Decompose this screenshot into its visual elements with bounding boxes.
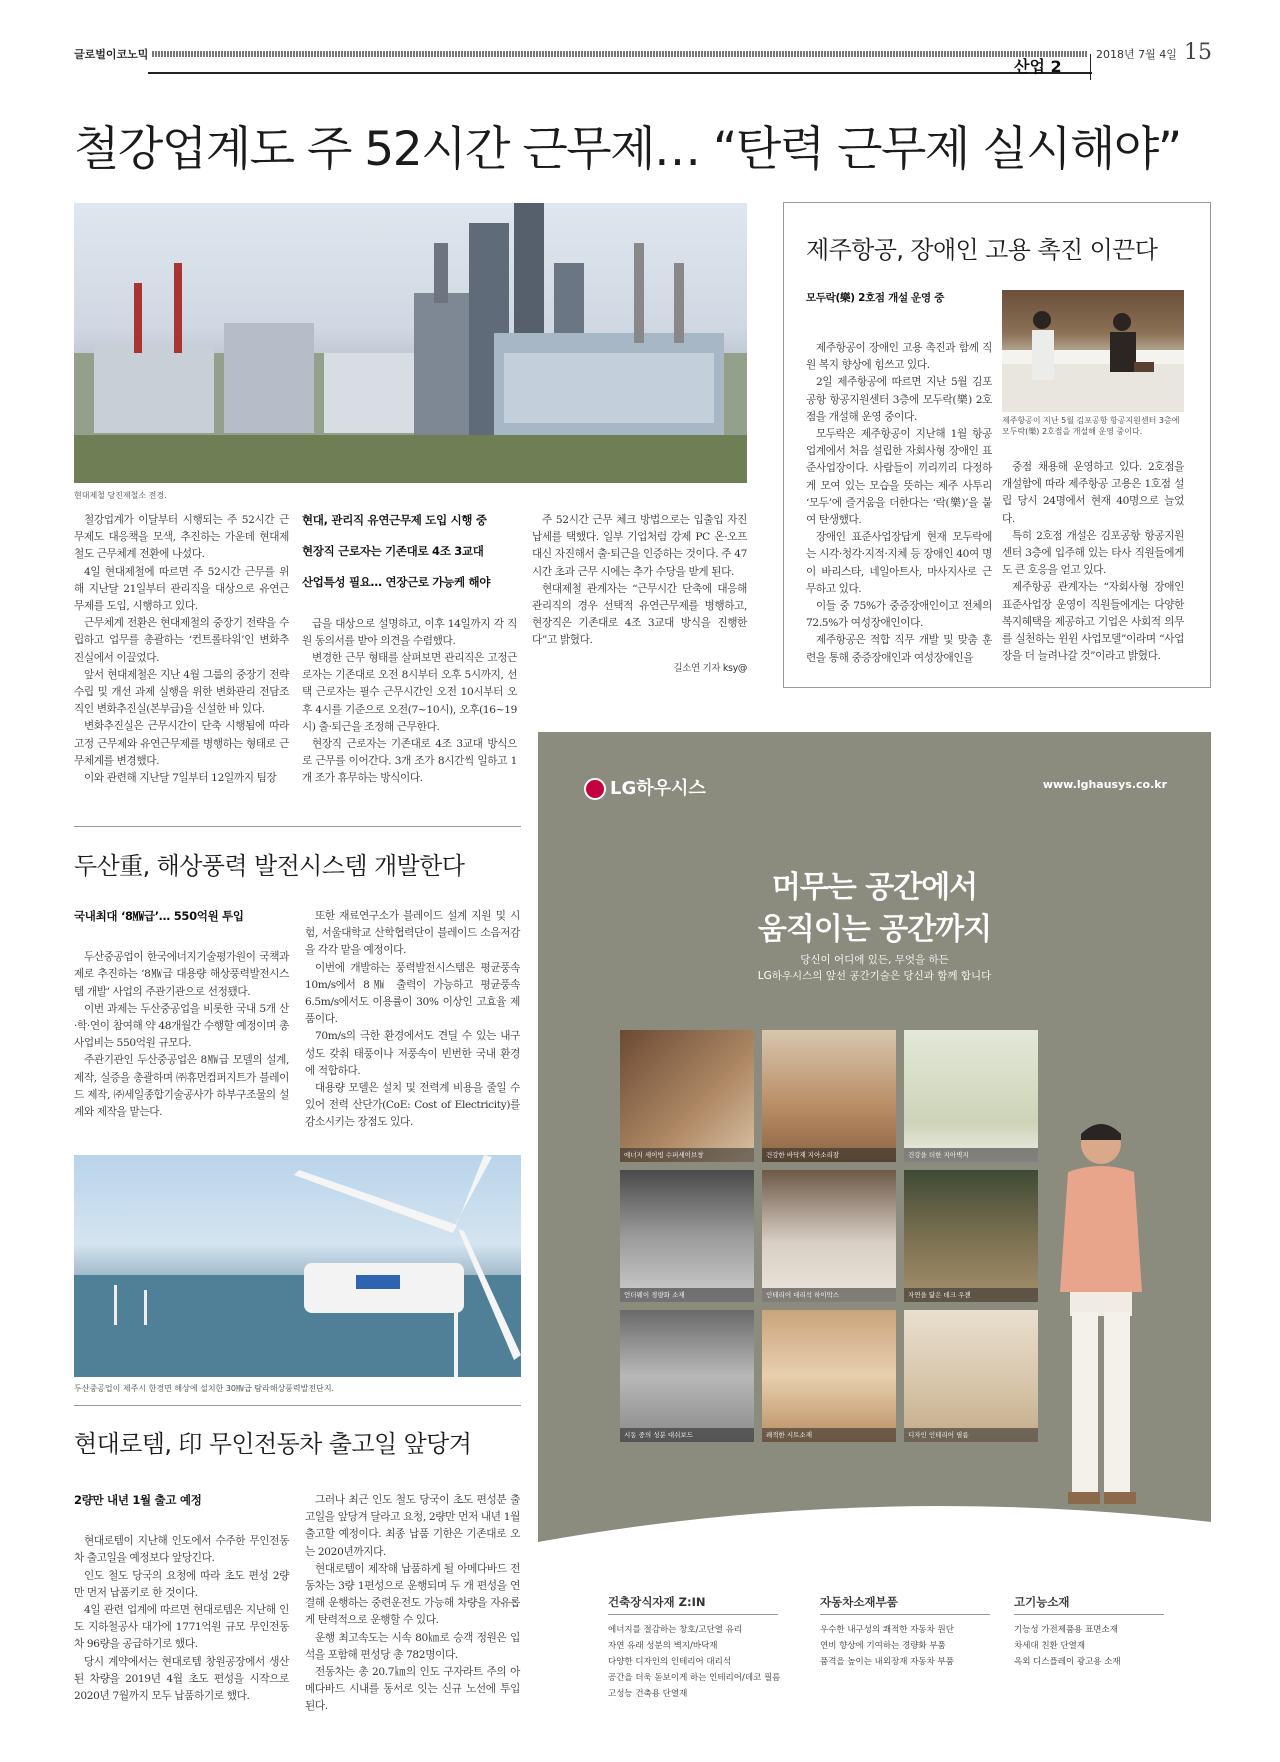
ad-logo-text: LG하우시스	[610, 778, 706, 799]
wind-turbine-photo	[74, 1155, 521, 1377]
jeju-photo-caption: 제주항공이 지난 5월 김포공항 항공지원센터 3층에 모두락(樂) 2호점을 개설해 운영 중이다.	[1002, 416, 1180, 436]
ad-tile	[620, 1170, 754, 1302]
steel-plant-illustration	[74, 203, 747, 483]
ad-wave-divider	[538, 1502, 1211, 1542]
section-rule	[148, 72, 1092, 74]
steel-article-col1	[74, 512, 289, 787]
paragraph: 모두락은 제주항공이 지난해 1월 항공업계에서 처음 설립한 자회사형 장애인 표준사업장이다. 사람들이 끼리끼리 다정하게 모여 있는 모습을 뜻하는 제주 사투리 ‘모두’에 즐거움을 더한다는 ‘락(樂)’을 붙여 탄생했다.	[806, 428, 992, 527]
newspaper-brand: 글로벌이코노믹	[74, 48, 149, 61]
ad-category-title: 고기능소재	[1014, 1595, 1070, 1609]
ad-tile	[762, 1030, 896, 1162]
paragraph: 이와 관련해 지난달 7일부터 12일까지 팀장	[84, 772, 277, 785]
ad-tile	[904, 1170, 1038, 1302]
ad-tile	[904, 1310, 1038, 1442]
ad-tile-label: 인테리어 대리석 하이막스	[762, 1288, 896, 1302]
main-headline: 철강업계도 주 52시간 근무제… “탄력 근무제 실시해야”	[74, 122, 1181, 177]
paragraph: 주관기관인 두산중공업은 8㎿급 모델의 설계, 제작, 실증을 총괄하며 ㈜휴먼컴퍼지트가 블레이드 제작, ㈜세일종합기술공사가 하부구조물의 설계와 제작을 맡는다.	[74, 1054, 289, 1119]
ad-sub-1: 당신이 어디에 있든, 무엇을 하든	[800, 954, 949, 966]
ad-category-item: 우수한 내구성의 쾌적한 자동차 원단	[820, 1625, 954, 1635]
doosan-title: 두산重, 해상풍력 발전시스템 개발한다	[74, 852, 465, 880]
ad-tile-label: 에너지 세이빙 수퍼세이브창	[620, 1148, 754, 1162]
section-divider	[74, 1405, 521, 1406]
ad-tile-label: 디자인 인테리어 필름	[904, 1428, 1038, 1442]
ad-category-item: 공간을 더욱 돋보이게 하는 인테리어/데코 필름	[608, 1673, 781, 1683]
ad-category-item: 품격을 높이는 내외장재 자동차 부품	[820, 1657, 954, 1667]
paragraph: 그러나 최근 인도 철도 당국이 초도 편성분 출고일을 앞당겨 달라고 요청, 2량만 먼저 내년 1월 출고할 예정이다. 최종 납품 기한은 기존대로 오는 2020년까지다.	[305, 1494, 520, 1558]
ad-tile-label: 시동 중의 성분 대쉬보드	[620, 1428, 754, 1442]
ad-category-rule	[1014, 1614, 1164, 1615]
ad-tile	[762, 1170, 896, 1302]
paragraph: 앞서 현대제철은 지난 4월 그룹의 중장기 전략 수립 및 개선 과제 실행을 위한 변화관리 전담조직인 변화추진실(본부급)을 신설한 바 있다.	[74, 668, 289, 716]
ad-category-list	[608, 1622, 788, 1702]
paragraph: 4일 관련 업계에 따르면 현대로템은 지난해 인도 지하철공사 대가에 1771억원 규모 무인전동차 96량을 공급하기로 했다.	[74, 1604, 289, 1651]
doosan-subhead: 국내최대 ‘8㎿급’… 550억원 투입	[74, 909, 244, 923]
masthead-rule	[152, 51, 1087, 57]
ad-category-item: 기능성 가전제품용 표면소재	[1014, 1625, 1118, 1635]
page-number: 15	[1184, 40, 1212, 65]
ad-headline-2: 움직이는 공간까지	[757, 912, 992, 947]
jeju-subhead: 모두락(樂) 2호점 개설 운영 중	[806, 292, 945, 304]
paragraph: 변화추진실은 근무시간이 단축 시행됨에 따라 고정 근무제와 유연근무제를 병행하는 형태로 근무체계를 변경했다.	[74, 720, 289, 767]
steel-plant-photo	[74, 203, 747, 483]
wind-turbine-illustration	[74, 1155, 521, 1377]
lg-hausys-ad	[538, 732, 1211, 1726]
ad-tile	[620, 1310, 754, 1442]
steel-article-col2	[302, 512, 517, 788]
ad-category-list	[1014, 1622, 1194, 1670]
paragraph: 변경한 근무 형태를 살펴보면 관리직은 고정근로자는 기존대로 오전 8시부터 오후 5시까지, 선택 근로자는 필수 근무시간인 오전 10시부터 오후 4시를 기준으로 오전(7~10시), 오후(16~19시) 출·퇴근을 조정해 근무한다.	[302, 652, 517, 733]
doosan-article-col1	[74, 908, 289, 1121]
paragraph: 이번 과제는 두산중공업을 비롯한 국내 5개 산·학·연이 참여해 약 48개월간 수행할 예정이며 총 사업비는 550억원 규모다.	[74, 1002, 289, 1050]
paragraph: 철강업계가 이달부터 시행되는 주 52시간 근무제도 대응책을 모색, 추진하는 가운데 현대제철도 근무체계 전환에 나섰다.	[74, 514, 289, 561]
ad-tile	[762, 1310, 896, 1442]
paragraph: 현대로템이 제작해 납품하게 될 아메다바드 전동차는 3량 1편성으로 운행되며 두 개 편성을 연결해 운행하는 중련운전도 가능해 차량을 자유롭게 탄력적으로 운행할 수 있다.	[305, 1562, 520, 1627]
paragraph: 제주항공은 적합 직무 개발 및 맞춤 훈련을 통해 중증장애인과 여성장애인을	[806, 634, 992, 664]
ad-category-item: 다양한 디자인의 인테리어 대리석	[608, 1657, 732, 1667]
cafe-illustration	[1002, 290, 1184, 412]
ad-model-figure	[1046, 1112, 1156, 1512]
section-label: 산업 2	[1014, 57, 1062, 76]
paragraph: 대용량 모델은 설치 및 전력계 비용을 줄일 수 있어 전력 산단가(CoE: Cost of Electricity)를 감소시키는 장점도 있다.	[305, 1082, 520, 1129]
ad-category-item: 연비 향상에 기여하는 경량화 부품	[820, 1641, 946, 1651]
ad-category-item: 옥외 디스플레이 광고용 소재	[1014, 1657, 1121, 1667]
paragraph: 특히 2호점 개설은 김포공항 항공지원센터 3층에 입주해 있는 타사 직원들에게도 큰 호응을 얻고 있다.	[1002, 529, 1184, 577]
paragraph: 이번에 개발하는 풍력발전시스템은 평균풍속 10m/s에서 8㎿ 출력이 가능하고 평균풍속 6.5m/s에서도 이용률이 30% 이상인 고효율 제품이다.	[305, 961, 520, 1026]
paragraph: 70m/s의 극한 환경에서도 견딜 수 있는 내구성도 갖춰 태풍이나 저풍속이 빈번한 국내 환경에 적합하다.	[305, 1030, 520, 1077]
ad-category-item: 차세대 친환 단열재	[1014, 1641, 1086, 1651]
ad-url: www.lghausys.co.kr	[1042, 778, 1167, 791]
paragraph: 전동차는 총 20.7㎞의 인도 구자라트 주의 아메다바드 시내를 동서로 잇는 신규 노선에 투입된다.	[305, 1666, 520, 1713]
paragraph: 근무체계 전환은 현대제철의 중장기 전략을 수립하고 업무를 총괄하는 ‘컨트롤타워’인 변화추진실에서 이끌었다.	[74, 617, 289, 664]
ad-category-list	[820, 1622, 1000, 1670]
paragraph: 현장직 근로자는 기존대로 4조 3교대 방식으로 근무를 이어간다. 3개 조가 8시간씩 일하고 1개 조가 휴무하는 방식이다.	[302, 738, 517, 785]
ad-tile-label: 건강한 바닥재 지아소리잠	[762, 1148, 896, 1162]
ad-category-title: 건축장식자재 Z:IN	[608, 1595, 706, 1609]
section-vbar	[1090, 54, 1091, 80]
ad-category-item: 고성능 건축용 단열재	[608, 1689, 688, 1699]
ad-category-panel	[538, 1542, 1211, 1726]
rotem-title: 현대로템, 印 무인전동차 출고일 앞당겨	[74, 1430, 472, 1458]
steel-article-col3	[532, 512, 747, 677]
paragraph: 주 52시간 근무 체크 방법으로는 입출입 자진 납세를 택했다. 일부 기업처럼 강제 PC 온·오프 대신 자진해서 출·퇴근을 인증하는 것이다. 주 47시간 초과 근무 시에는 추가 수당을 받게 된다.	[532, 514, 747, 578]
paragraph: 제주항공이 장애인 고용 촉진과 함께 직원 복지 향상에 힘쓰고 있다.	[806, 342, 992, 372]
jeju-title: 제주항공, 장애인 고용 촉진 이끈다	[806, 236, 1158, 264]
steel-subhead-3: 산업특성 필요… 연장근로 가능케 해야	[302, 575, 491, 590]
ad-category-item: 자연 유래 성분의 벽지/바닥재	[608, 1641, 718, 1651]
ad-tile-label: 건강을 더한 지아벽지	[904, 1148, 1038, 1162]
ad-category-rule	[820, 1614, 990, 1615]
jeju-article-col2	[1002, 459, 1184, 665]
issue-date: 2018년 7월 4일	[1096, 48, 1177, 61]
ad-tile-label: 쾌적한 시트소재	[762, 1428, 896, 1442]
paragraph: 중점 채용해 운영하고 있다. 2호점을 개설함에 따라 제주항공 고용은 1호점 설립 당시 24명에서 현재 40명으로 늘었다.	[1002, 461, 1184, 525]
paragraph: 두산중공업이 한국에너지기술평가원이 국책과제로 추진하는 ‘8㎿급 대용량 해상풍력발전시스템 개발’ 사업의 주관기관으로 선정됐다.	[74, 951, 289, 998]
rotem-subhead: 2량만 내년 1월 출고 예정	[74, 1493, 202, 1507]
lg-logo-icon	[584, 778, 606, 800]
paragraph: 장애인 표준사업장답게 현재 모두락에는 시각·청각·지적·지체 등 장애인 40여 명이 바리스타, 네일아트사, 마사지사로 근무하고 있다.	[806, 531, 992, 595]
ad-category-title: 자동차소재부품	[820, 1595, 898, 1609]
paragraph: 이들 중 75%가 중증장애인이고 전체의 72.5%가 여성장애인이다.	[806, 600, 992, 630]
ad-category-rule	[608, 1614, 778, 1615]
ad-sub-2: LG하우시스의 앞선 공간기술은 당신과 함께 합니다	[757, 970, 992, 982]
masthead	[74, 40, 1212, 76]
jeju-cafe-photo	[1002, 290, 1184, 412]
wind-photo-caption: 두산중공업이 제주시 한경면 해상에 설치한 30㎿급 탐라해상풍력발전단지.	[74, 1384, 335, 1393]
steel-photo-caption: 현대제철 당진제철소 전경.	[74, 491, 167, 500]
paragraph: 당시 계약에서는 현대로템 창원공장에서 생산된 차량을 2019년 4월 초도 편성을 시작으로 2020년 7월까지 모두 납품하기로 했다.	[74, 1655, 289, 1703]
doosan-article-col2	[305, 908, 520, 1132]
ad-tile-label: 언더웨이 경량화 소재	[620, 1288, 754, 1302]
ad-tile	[904, 1030, 1038, 1162]
ad-tile-label: 자연을 닮은 데크 우젠	[904, 1288, 1038, 1302]
ad-logo	[584, 774, 706, 800]
section-divider	[74, 826, 521, 827]
jeju-article-col1	[806, 340, 992, 667]
paragraph: 급을 대상으로 설명하고, 이후 14일까지 각 직원 동의서를 받아 의견을 수렴했다.	[302, 617, 517, 647]
paragraph: 현대로템이 지난해 인도에서 수주한 무인전동차 출고일을 예정보다 앞당긴다.	[74, 1535, 289, 1565]
byline: 길소연 기자 ksy@	[673, 662, 747, 674]
paragraph: 또한 재료연구소가 블레이드 설계 지원 및 시험, 서울대학교 산학협력단이 블레이드 소음저감을 각각 맡을 예정이다.	[305, 910, 520, 957]
steel-subhead-2: 현장직 근로자는 기존대로 4조 3교대	[302, 544, 484, 559]
rotem-article-col2	[305, 1492, 520, 1716]
paragraph: 제주항공 관계자는 “자회사형 장애인 표준사업장 운영이 직원들에게는 다양한 복지혜택을 제공하고 기업은 사회적 의무를 실천하는 윈윈 사업모델”이라며 “사업장을 더 늘려나갈 것”이라고 밝혔다.	[1002, 581, 1184, 663]
ad-headline-1: 머무는 공간에서	[771, 870, 978, 905]
ad-category-item: 에너지를 절감하는 창호/고단열 유리	[608, 1625, 743, 1635]
rotem-article-col1	[74, 1492, 289, 1705]
paragraph: 운행 최고속도는 시속 80㎞로 승객 정원은 입석을 포함해 편성당 총 782명이다.	[305, 1631, 520, 1661]
paragraph: 현대제철 관계자는 “근무시간 단축에 대응해 관리직의 경우 선택적 유연근무제를 병행하고, 현장직은 기존대로 4조 3교대 방식을 진행한다”고 밝혔다.	[532, 582, 747, 647]
steel-subhead-1: 현대, 관리직 유연근무제 도입 시행 중	[302, 513, 487, 527]
paragraph: 4일 현대제철에 따르면 주 52시간 근무를 위해 지난달 21일부터 관리직을 대상으로 유연근무제를 도입, 시행하고 있다.	[74, 565, 289, 613]
ad-tile	[620, 1030, 754, 1162]
paragraph: 2일 제주항공에 따르면 지난 5월 김포공항 항공지원센터 3층에 모두락(樂) 2호점을 개설해 운영 중이다.	[806, 376, 992, 423]
paragraph: 인도 철도 당국의 요청에 따라 초도 편성 2량만 먼저 납품키로 한 것이다.	[74, 1569, 289, 1599]
